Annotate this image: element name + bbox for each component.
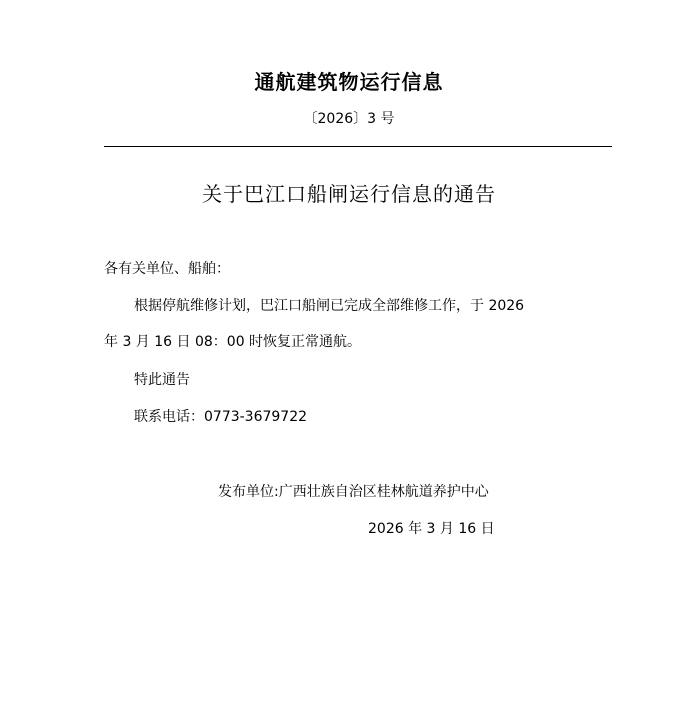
contact-phone: 联系电话：0773-3679722 [134, 409, 308, 425]
document-number: 〔2026〕3 号 [303, 111, 395, 127]
header-divider [104, 146, 612, 147]
salutation: 各有关单位、船舶： [104, 261, 230, 277]
issue-date: 2026 年 3 月 16 日 [368, 521, 495, 537]
issuing-organization: 发布单位:广西壮族自治区桂林航道养护中心 [218, 484, 489, 500]
header-title: 通航建筑物运行信息 [254, 70, 444, 94]
body-paragraph-line-1: 根据停航维修计划，巴江口船闸已完成全部维修工作，于 2026 [134, 298, 525, 314]
closing-remark: 特此通告 [134, 372, 190, 388]
body-paragraph-line-2: 年 3 月 16 日 08：00 时恢复正常通航。 [104, 334, 362, 350]
notice-title: 关于巴江口船闸运行信息的通告 [202, 182, 496, 206]
